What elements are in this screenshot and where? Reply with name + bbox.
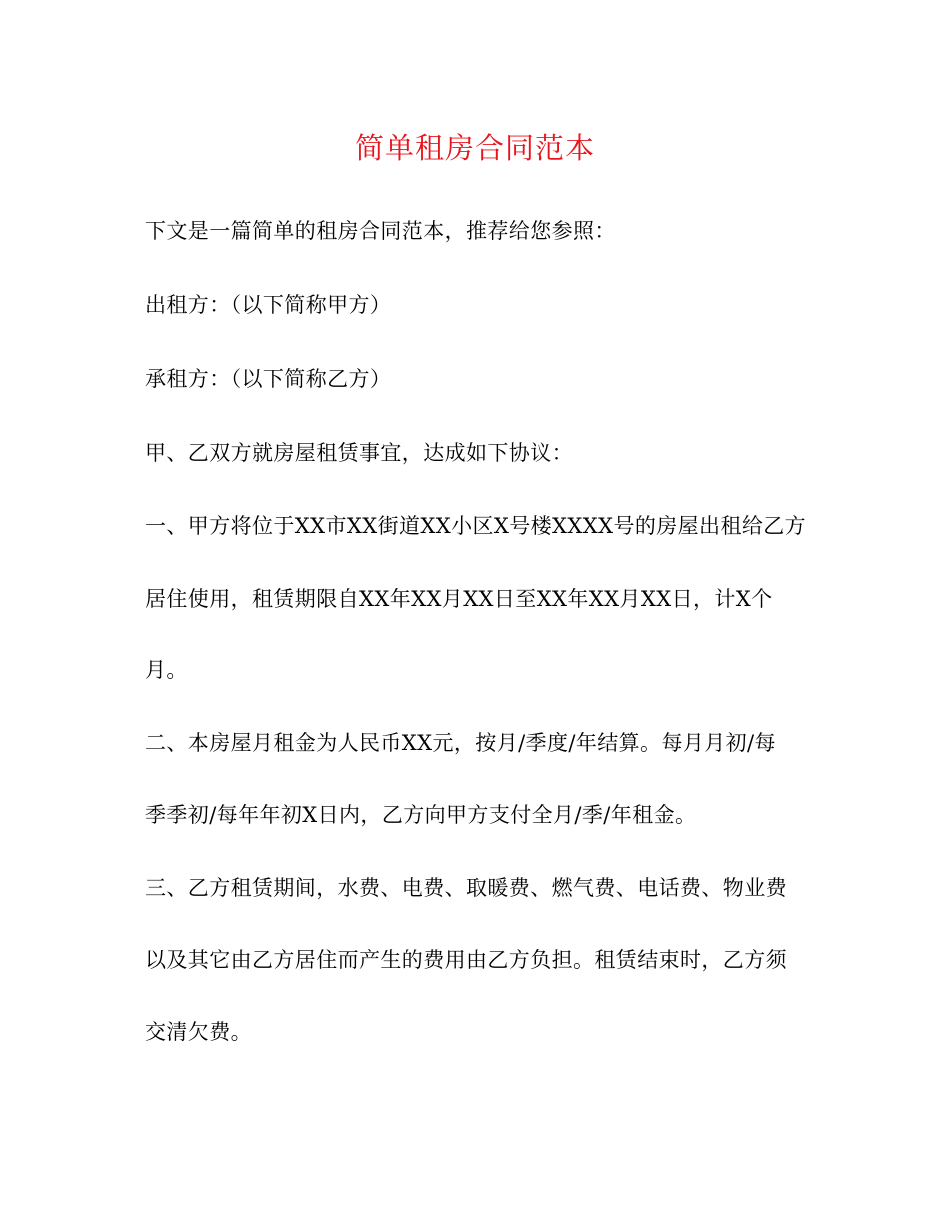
intro-line: 下文是一篇简单的租房合同范本，推荐给您参照：: [145, 219, 616, 243]
clause-2-line-2: 季季初/每年年初X日内，乙方向甲方支付全月/季/年租金。: [145, 803, 697, 827]
clause-3-line-3: 交清欠费。: [145, 1020, 252, 1044]
clause-1-line-3: 月。: [145, 658, 188, 682]
lessor-line: 出租方：（以下简称甲方）: [145, 293, 392, 317]
clause-1-line-2: 居住使用，租赁期限自XX年XX月XX日至XX年XX月XX日，计X个: [145, 587, 773, 611]
document-title: 简单租房合同范本: [354, 131, 595, 165]
clause-1-line-1: 一、甲方将位于XX市XX街道XX小区X号楼XXXX号的房屋出租给乙方: [145, 514, 807, 538]
clause-3-line-1: 三、乙方租赁期间，水费、电费、取暖费、燃气费、电话费、物业费: [145, 876, 787, 900]
agreement-intro-line: 甲、乙双方就房屋租赁事宜，达成如下协议：: [145, 441, 573, 465]
clause-2-line-1: 二、本房屋月租金为人民币XX元，按月/季度/年结算。每月月初/每: [145, 731, 776, 755]
clause-3-line-2: 以及其它由乙方居住而产生的费用由乙方负担。租赁结束时，乙方须: [145, 948, 787, 972]
lessee-line: 承租方：（以下简称乙方）: [145, 367, 392, 391]
